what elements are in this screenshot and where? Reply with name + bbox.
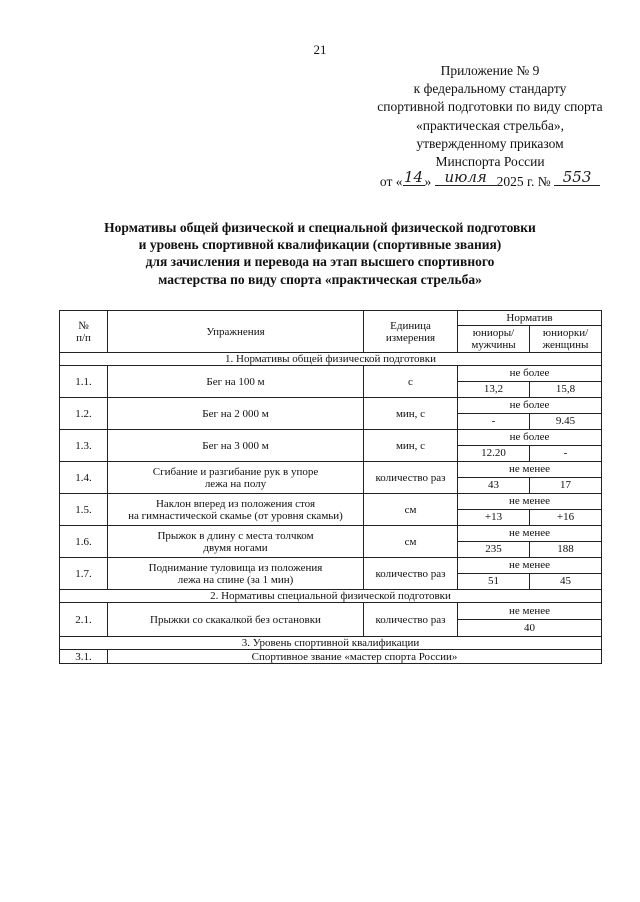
value-men: - (458, 414, 530, 430)
row-num: 2.1. (60, 603, 108, 637)
page-number: 21 (313, 42, 327, 57)
appendix-title: Приложение № 9 (440, 63, 540, 78)
section-1-title: 1. Нормативы общей физической подготовки (60, 353, 602, 366)
row-unit: см (364, 526, 458, 558)
table-row (60, 603, 602, 620)
value-all: 40 (458, 620, 602, 637)
row-qualifier: не более (458, 430, 602, 446)
value-men: 51 (458, 574, 530, 590)
section-row (60, 353, 602, 366)
table-row (60, 650, 602, 664)
appendix-block (340, 62, 640, 191)
row-qualifier: не более (458, 366, 602, 382)
appendix-line: утвержденному приказом (416, 135, 564, 151)
title-line: для зачисления и перевода на этап высшего спортивного (145, 254, 495, 270)
table-row (60, 398, 602, 414)
row-unit: мин, с (364, 398, 458, 430)
header-exercise: Упражнения (108, 311, 364, 353)
row-qualification: Спортивное звание «мастер спорта России» (108, 650, 602, 664)
row-exercise: Наклон вперед из положения стоя на гимнастической скамье (от уровня скамьи) (108, 494, 364, 526)
norms-table (59, 310, 602, 664)
row-exercise: Сгибание и разгибание рук в упоре лежа на полу (108, 462, 364, 494)
row-num: 3.1. (60, 650, 108, 664)
handwritten-day: 14 (403, 168, 424, 187)
header-num: № п/п (60, 311, 108, 353)
document-title (40, 219, 600, 288)
appendix-line: «практическая стрельба», (416, 117, 564, 133)
row-qualifier: не более (458, 398, 602, 414)
row-unit: количество раз (364, 558, 458, 590)
table-header-row (60, 311, 602, 326)
row-unit: мин, с (364, 430, 458, 462)
table-row (60, 366, 602, 382)
row-num: 1.7. (60, 558, 108, 590)
row-qualifier: не менее (458, 494, 602, 510)
section-row (60, 590, 602, 603)
row-qualifier: не менее (458, 526, 602, 542)
table-row (60, 526, 602, 542)
value-men: 12.20 (458, 446, 530, 462)
table-row (60, 462, 602, 478)
date-day-field (403, 168, 425, 187)
value-women: +16 (530, 510, 602, 526)
section-2-title: 2. Нормативы специальной физической подготовки (60, 590, 602, 603)
table-row (60, 558, 602, 574)
row-exercise: Прыжок в длину с места толчком двумя ногами (108, 526, 364, 558)
value-women: 45 (530, 574, 602, 590)
value-women: - (530, 446, 602, 462)
row-num: 1.2. (60, 398, 108, 430)
row-exercise: Бег на 3 000 м (108, 430, 364, 462)
appendix-line: к федеральному стандарту (413, 81, 567, 97)
row-num: 1.5. (60, 494, 108, 526)
row-num: 1.1. (60, 366, 108, 398)
title-line: Нормативы общей физической и специальной физической подготовки (104, 220, 536, 235)
order-number-field (554, 168, 600, 187)
row-qualifier: не менее (458, 462, 602, 478)
title-line: мастерства по виду спорта «практическая стрельба» (158, 271, 482, 287)
row-unit: количество раз (364, 462, 458, 494)
value-men: 13,2 (458, 382, 530, 398)
row-unit: см (364, 494, 458, 526)
handwritten-order-number: 553 (562, 168, 592, 187)
date-prefix: от « (379, 174, 403, 190)
appendix-line: спортивной подготовки по виду спорта (377, 99, 603, 115)
date-month-field (435, 168, 497, 187)
date-year: 2025 г. № (496, 174, 551, 190)
row-exercise: Поднимание туловища из положения лежа на спине (за 1 мин) (108, 558, 364, 590)
row-unit: с (364, 366, 458, 398)
row-unit: количество раз (364, 603, 458, 637)
value-women: 17 (530, 478, 602, 494)
section-3-title: 3. Уровень спортивной квалификации (60, 637, 602, 650)
order-date-line (340, 168, 640, 191)
title-line: и уровень спортивной квалификации (спортивные звания) (138, 237, 502, 253)
row-qualifier: не менее (458, 603, 602, 620)
row-num: 1.3. (60, 430, 108, 462)
row-num: 1.4. (60, 462, 108, 494)
section-row (60, 637, 602, 650)
table-row (60, 430, 602, 446)
header-norm: Норматив (458, 311, 602, 326)
handwritten-month: июля (444, 168, 487, 187)
value-women: 188 (530, 542, 602, 558)
row-exercise: Бег на 2 000 м (108, 398, 364, 430)
value-women: 15,8 (530, 382, 602, 398)
header-juniors-f: юниорки/ женщины (530, 326, 602, 353)
value-men: 235 (458, 542, 530, 558)
row-exercise: Прыжки со скакалкой без остановки (108, 603, 364, 637)
row-qualifier: не менее (458, 558, 602, 574)
date-day-close: » (424, 174, 432, 190)
row-num: 1.6. (60, 526, 108, 558)
value-men: 43 (458, 478, 530, 494)
value-women: 9.45 (530, 414, 602, 430)
table-row (60, 494, 602, 510)
value-men: +13 (458, 510, 530, 526)
appendix-line: Минспорта России (435, 154, 545, 170)
row-exercise: Бег на 100 м (108, 366, 364, 398)
header-juniors-m: юниоры/ мужчины (458, 326, 530, 353)
header-unit: Единица измерения (364, 311, 458, 353)
